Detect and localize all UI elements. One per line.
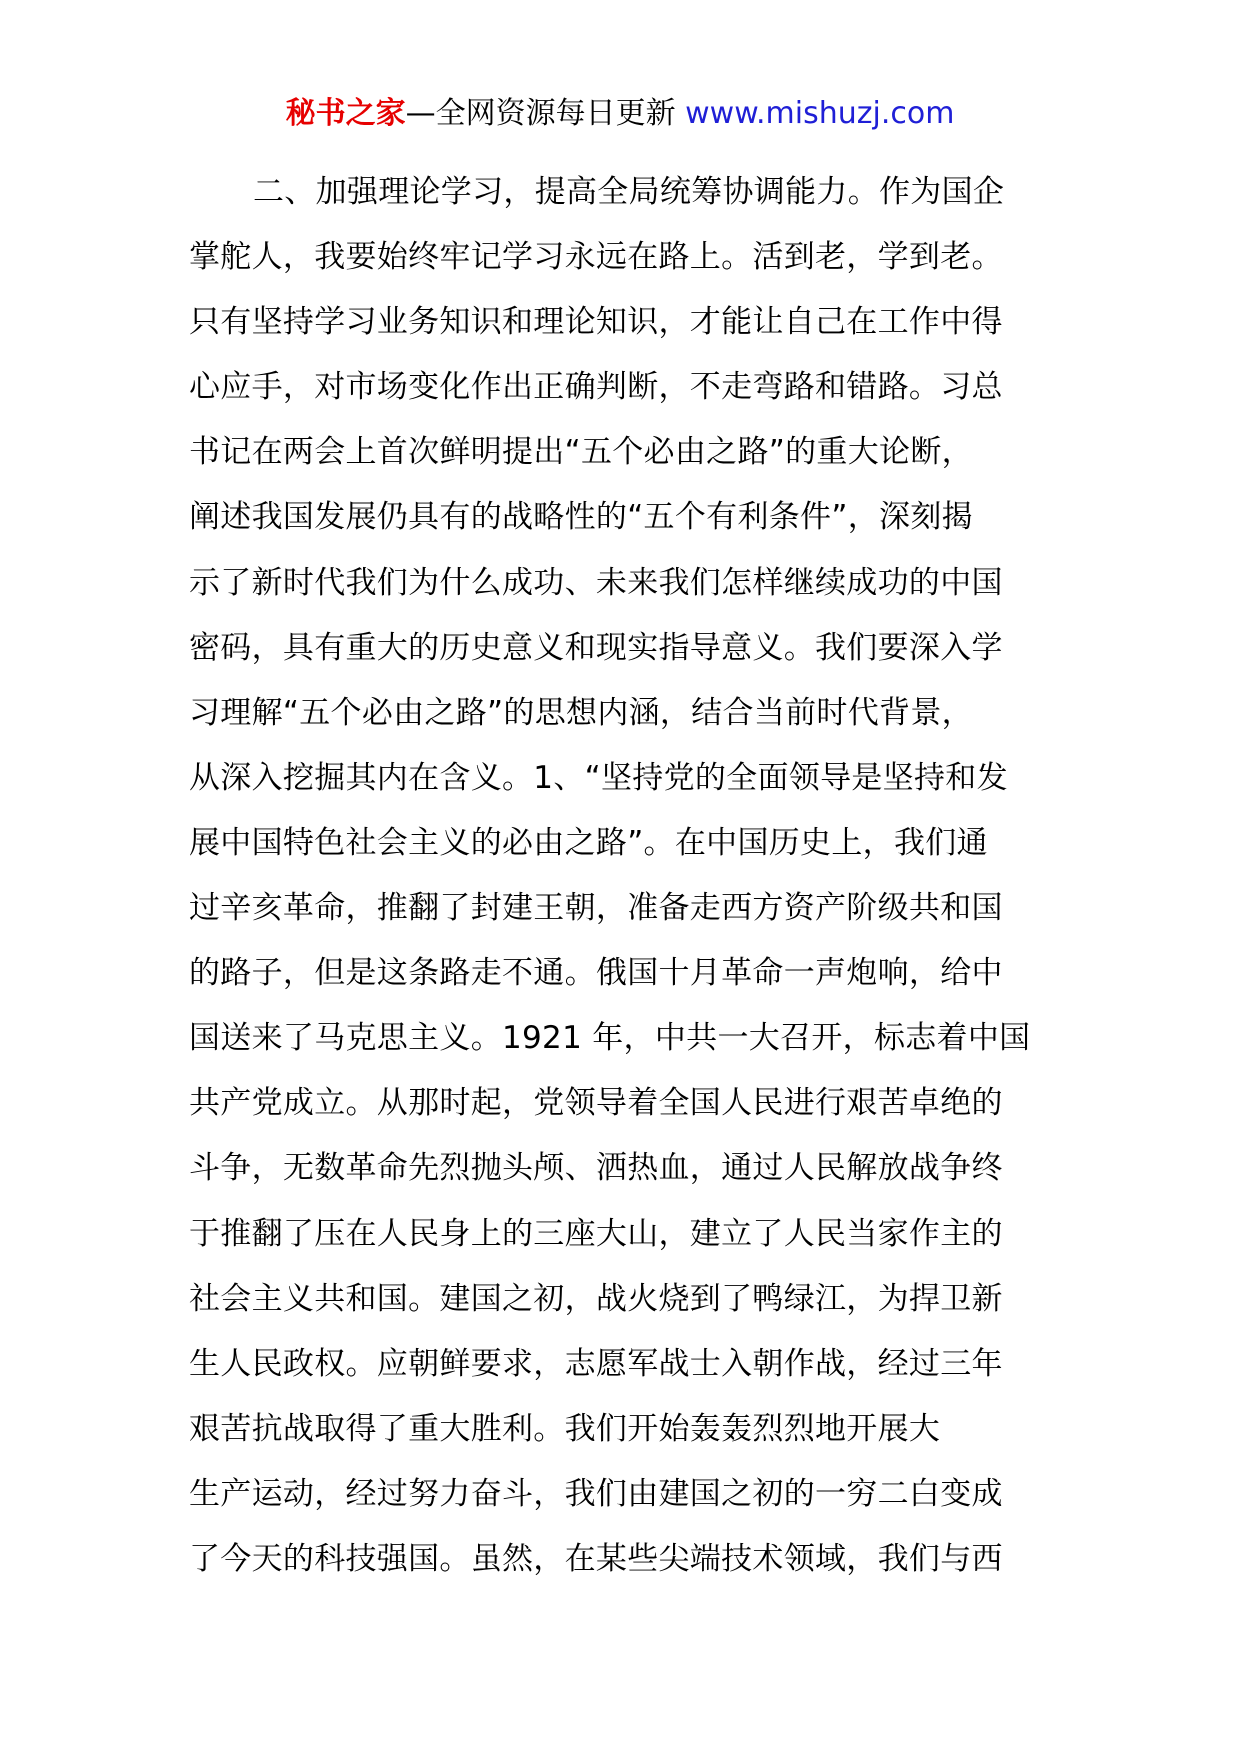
text-line: 密码，具有重大的历史意义和现实指导意义。我们要深入学 xyxy=(189,629,1003,666)
text-line: 过辛亥革命，推翻了封建王朝，准备走西方资产阶级共和国 xyxy=(189,890,1003,927)
site-url[interactable]: www.mishuzj.com xyxy=(685,96,955,131)
text-line: 了今天的科技强国。虽然，在某些尖端技术领域，我们与西 xyxy=(189,1540,1003,1577)
text-line: 从深入挖掘其内在含义。1、“坚持党的全面领导是坚持和发 xyxy=(189,759,1008,796)
text-line: 只有坚持学习业务知识和理论知识，才能让自己在工作中得 xyxy=(189,304,1003,341)
text-line: 生人民政权。应朝鲜要求，志愿军战士入朝作战，经过三年 xyxy=(189,1345,1003,1382)
page-header xyxy=(0,92,1240,136)
site-slogan: —全网资源每日更新 xyxy=(405,96,676,131)
text-line: 书记在两会上首次鲜明提出“五个必由之路”的重大论断， xyxy=(189,434,973,471)
text-line: 艰苦抗战取得了重大胜利。我们开始轰轰烈烈地开展大 xyxy=(189,1410,941,1447)
text-line: 于推翻了压在人民身上的三座大山，建立了人民当家作主的 xyxy=(189,1215,1003,1252)
text-line: 展中国特色社会主义的必由之路”。在中国历史上，我们通 xyxy=(189,824,988,861)
text-line: 斗争，无数革命先烈抛头颅、洒热血，通过人民解放战争终 xyxy=(189,1150,1003,1187)
site-brand: 秘书之家 xyxy=(285,96,406,131)
text-line: 国送来了马克思主义。1921 年，中共一大召开，标志着中国 xyxy=(189,1020,1031,1057)
text-line: 阐述我国发展仍具有的战略性的“五个有利条件”，深刻揭 xyxy=(189,499,973,536)
text-line: 示了新时代我们为什么成功、未来我们怎样继续成功的中国 xyxy=(189,564,1003,601)
text-line: 习理解“五个必由之路”的思想内涵，结合当前时代背景， xyxy=(189,694,973,731)
text-line: 共产党成立。从那时起，党领导着全国人民进行艰苦卓绝的 xyxy=(189,1085,1003,1122)
document-body xyxy=(189,160,1069,1592)
text-line: 二、加强理论学习，提高全局统筹协调能力。作为国企 xyxy=(253,174,1005,210)
text-line: 的路子，但是这条路走不通。俄国十月革命一声炮响，给中 xyxy=(189,955,1003,992)
text-line: 生产运动，经过努力奋斗，我们由建国之初的一穷二白变成 xyxy=(189,1475,1003,1512)
text-line: 心应手，对市场变化作出正确判断，不走弯路和错路。习总 xyxy=(189,369,1003,406)
text-line: 掌舵人，我要始终牢记学习永远在路上。活到老，学到老。 xyxy=(189,239,1003,276)
text-line: 社会主义共和国。建国之初，战火烧到了鸭绿江，为捍卫新 xyxy=(189,1280,1003,1317)
